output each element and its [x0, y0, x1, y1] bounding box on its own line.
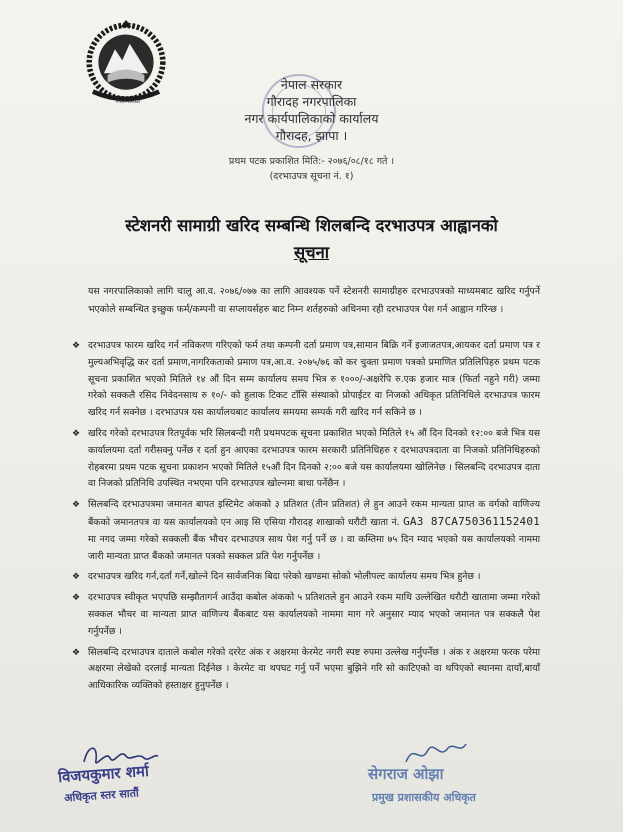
office-header	[0, 76, 623, 144]
condition-item: ❖ दरभाउपत्र स्वीकृत भएपछि सम्झौतागर्न आउँदा कबोल अंकको ५ प्रतिशतले हुन आउने रकम माथि उल्लेखित धरौटी खातामा जम्मा गरेको सक्कल भौचर वा मान्यता प्राप्त वाणिज्य बैंकबाट यस कार्यालयको नाममा माग गरे अनुसार म्याद भएको जमानत पत्र सक्कलै पेश गर्नुपर्नेछ ।	[72, 592, 540, 637]
bullet-icon: ❖	[72, 572, 81, 583]
conditions-list	[72, 338, 540, 699]
condition-item: ❖ खरिद गरेको दरभाउपत्र रितपूर्वक भरि सिलबन्दी गरी प्रथमपटक सूचना प्रकाशित भएको मितिले १५ औं दिन दिनको १२:०० बजे भित्र यस कार्यालयमा दर्ता गरीसक्नु पर्नेछ र दर्ता हुन आएका दरभाउपत्र फारम सरकारी प्रतिनिधिहरु र दरभाउपत्रदाता वा निजको प्रतिनिधिहरुको रोहबरमा प्रथम पटक सूचना प्रकाशन भएको मितिले १५औं दिन दिनको २:०० बजे यस कार्यालयमा खोलिनेछ । सिलबन्दि दरभाउपत्र दाता वा निजको प्रतिनिधि उपस्थित नभएमा पनि दरभाउपत्र खोल्नमा बाधा पर्नेछैन ।	[72, 427, 540, 490]
condition-item: ❖ दरभाउपत्र खरिद गर्न,दर्ता गर्ने,खोल्ने दिन सार्वजनिक बिदा परेको खण्डमा सोको भोलीपल्ट कार्यालय समय भित्र हुनेछ ।	[72, 569, 540, 586]
signatory-name-left: विजयकुमार शर्मा	[57, 761, 150, 787]
bullet-icon: ❖	[72, 341, 81, 351]
condition-item: ❖ सिलबन्दि दरभाउपत्रमा जमानत बापत इस्टिमेट अंकको ३ प्रतिशत (तीन प्रतिशत) ले हुन आउने रकम मान्यता प्राप्त क वर्गको वाणिज्य बैंकको जमानतपत्र वा यस कार्यालयको एन आइ सि एसिया गौरादह शाखाको धरौटी खाता नं. GA3 87CA750361152401 मा नगद जम्मा गरेको सक्कली बैंक भौचर दरभाउपत्र साथ पेश गर्नु पर्ने छ । वा कम्तिमा ७५ दिन म्याद भएको यस कार्यालयको नाममा जारी मान्यता प्राप्त बैंकको जमानत पत्रको सक्कल प्रति पेश गर्नुपर्नेछ ।	[72, 499, 540, 562]
header-line-4: गौरादह, झापा ।	[275, 128, 348, 143]
account-number: GA3 87CA750361152401	[403, 514, 540, 528]
condition-item: ❖ सिलबन्दि दरभाउपत्र दाताले कबोल गरेको दररेट अंक र अक्षरमा केरमेट नगरी स्पष्ट रुपमा उल्लेख गर्नुपर्नेछ । अंक र अक्षरमा फरक परेमा अक्षरमा लेखेको दरलाई मान्यता दिईनेछ । केरमेट वा थपघट गर्नु पर्ने भएमा बुझिने गरि सो काटिएको वा थपिएको स्थानमा दायाँ,बायाँ आधिकारिक व्यक्तिको हस्ताक्षर हुनुपर्नेछ ।	[72, 646, 540, 692]
notice-number: (दरभाउपत्र सूचना नं. १)	[269, 171, 354, 182]
bullet-icon: ❖	[72, 647, 81, 658]
signatory-designation-left: अधिकृत स्तर सातौं	[63, 786, 140, 805]
bullet-icon: ❖	[72, 593, 81, 604]
title-line-2: सूचना	[293, 243, 330, 262]
bullet-icon: ❖	[72, 500, 81, 511]
notice-title	[40, 212, 583, 266]
condition-item: ❖ दरभाउपत्र फारम खरिद गर्न नविकरण गरिएको फर्म तथा कम्पनी दर्ता प्रमाण पत्र,सामान बिक्रि गर्ने इजाजतपत्र,आयकर दर्ता प्रमाण पत्र र मुल्यअभिवृद्धि कर दर्ता प्रमाण,नागरिकताको प्रमाण पत्र,आ.व. २०७५/७६ को कर चुक्ता प्रमाण पत्रको प्रमाणित प्रतिलिपिहरु प्रथम पटक सूचना प्रकाशित भएको मितिले १४ औं दिन सम्म कार्यालय समय भित्र रु १०००/-अक्षरेपि रु.एक हजार मात्र (फिर्ता नहुने गरी) जम्मा गरेको सक्कलै रसिद निवेदनसाथ रु १०/- को हुलाक टिकट टाँसि संस्थाको प्रोपाईटर वा निजको अधिकृत प्रतिनिधिले दरभाउपत्र फारम खरिद गर्न सक्नेछ । दरभाउपत्र यस कार्यालयबाट कार्यालय समयमा सम्पर्क गरी खरिद गर्न सकिने छ ।	[72, 340, 540, 419]
title-line-1: स्टेशनरी सामाग्री खरिद सम्बन्धि शिलबन्दि दरभाउपत्र आह्वानको	[125, 216, 498, 235]
bullet-icon: ❖	[72, 428, 81, 439]
intro-paragraph: यस नगरपालिकाको लागि चालु आ.व. २०७६/०७७ का लागि आवश्यक पर्ने स्टेशनरी सामाग्रीहरु दरभाउपत्रको माध्यमबाट खरिद गर्नुपर्ने भएकोले सम्बन्धित इच्छुक फर्म/कम्पनी वा सप्लायर्सहरु बाट निम्न शर्तहरुको अधिनमा रही दरभाउपत्र पेश गर्न आह्वान गरिन्छ ।	[88, 286, 540, 315]
publication-info	[0, 154, 623, 184]
signatory-designation-right: प्रमुख प्रशासकीय अधिकृत	[372, 791, 476, 804]
publication-date: प्रथम पटक प्रकाशित मिति:- २०७६/०८/१८ गते ।	[228, 156, 395, 167]
header-line-2: गौरादह नगरपालिका	[266, 94, 357, 109]
signatory-name-right: सेगराज ओझा	[368, 765, 444, 783]
header-line-1: नेपाल सरकार	[280, 77, 343, 92]
header-line-3: नगर कार्यपालिकाको कार्यालय	[244, 111, 379, 126]
emblem-caption: नेपाल सरकार	[115, 99, 141, 105]
